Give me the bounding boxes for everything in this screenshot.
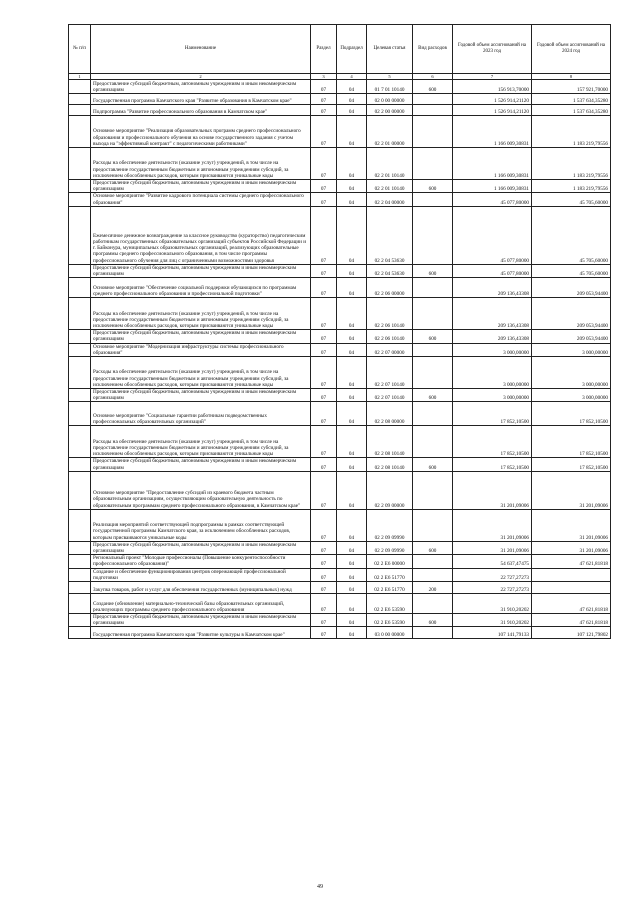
table-row [69, 298, 611, 330]
cell-razdel: 07 [311, 541, 337, 554]
cell-csr: 03 0 00 00000 [367, 627, 413, 639]
cell-razdel: 07 [311, 614, 337, 627]
cell-2023: 156 913,70000 [453, 80, 532, 94]
table-row [69, 614, 611, 627]
cell-podrazdel: 04 [337, 568, 367, 581]
cell-csr: 02 0 00 00000 [367, 94, 413, 105]
cell-csr: 02 2 04 00000 [367, 193, 413, 206]
cell-2023: 3 000,00000 [453, 389, 532, 402]
cell-2023: 17 852,10500 [453, 402, 532, 426]
cell-2024: 1 183 219,79556 [532, 148, 611, 180]
cell-vr [413, 509, 453, 541]
table-row [69, 541, 611, 554]
cell-podrazdel: 04 [337, 614, 367, 627]
col-number: 6 [413, 74, 453, 80]
header-podrazdel: Подраздел [337, 25, 367, 74]
cell-podrazdel: 04 [337, 426, 367, 458]
cell-vr: 600 [413, 614, 453, 627]
cell-csr: 02 2 00 00000 [367, 105, 413, 116]
cell-podrazdel: 04 [337, 80, 367, 94]
table-row [69, 180, 611, 193]
cell-num [69, 471, 91, 509]
cell-csr: 02 2 08 10140 [367, 426, 413, 458]
cell-name: Реализация мероприятий соответствующей подпрограммы в рамках соответствующей государственной программы Камчатского края, за исключением обособленных расходов, которым присваиваются уникальные коды [91, 509, 311, 541]
table-row [69, 582, 611, 594]
cell-podrazdel: 04 [337, 148, 367, 180]
table-row [69, 594, 611, 614]
cell-vr: 600 [413, 541, 453, 554]
cell-num [69, 594, 91, 614]
cell-2023: 17 852,10500 [453, 426, 532, 458]
cell-vr [413, 298, 453, 330]
cell-podrazdel: 04 [337, 471, 367, 509]
cell-razdel: 07 [311, 627, 337, 639]
table-row [69, 357, 611, 389]
cell-name: Создание (обновление) материально-технической базы образовательных организаций, реализующих программы среднего профессионального образования [91, 594, 311, 614]
table-row [69, 330, 611, 343]
cell-vr [413, 105, 453, 116]
cell-num [69, 541, 91, 554]
cell-podrazdel: 04 [337, 278, 367, 298]
cell-2024: 17 852,10500 [532, 426, 611, 458]
cell-podrazdel: 04 [337, 555, 367, 568]
cell-csr: 02 2 04 53630 [367, 264, 413, 277]
cell-razdel: 07 [311, 389, 337, 402]
table-row [69, 94, 611, 105]
cell-podrazdel: 04 [337, 105, 367, 116]
table-row [69, 80, 611, 94]
cell-num [69, 389, 91, 402]
table-row [69, 458, 611, 471]
cell-vr: 600 [413, 458, 453, 471]
table-row [69, 389, 611, 402]
cell-name: Предоставление субсидий бюджетным, автономным учреждениям и иным некоммерческим организациям [91, 614, 311, 627]
cell-vr [413, 426, 453, 458]
cell-csr: 02 2 E6 00000 [367, 555, 413, 568]
cell-vr [413, 193, 453, 206]
cell-podrazdel: 04 [337, 541, 367, 554]
cell-num [69, 264, 91, 277]
cell-csr: 02 2 09 00000 [367, 471, 413, 509]
header-2023: Годовой объем ассигнований на 2023 год [453, 25, 532, 74]
cell-name: Региональный проект "Молодые профессионалы (Повышение конкурентоспособности профессионального образования)" [91, 555, 311, 568]
table-row [69, 264, 611, 277]
table-row [69, 193, 611, 206]
cell-2023: 3 000,00000 [453, 343, 532, 356]
cell-2024: 45 705,60000 [532, 264, 611, 277]
cell-csr: 02 2 06 10140 [367, 330, 413, 343]
cell-razdel: 07 [311, 298, 337, 330]
cell-razdel: 07 [311, 148, 337, 180]
cell-num [69, 80, 91, 94]
cell-num [69, 458, 91, 471]
cell-csr: 02 2 04 53630 [367, 206, 413, 264]
cell-2024: 31 201,09006 [532, 471, 611, 509]
table-row [69, 426, 611, 458]
cell-name: Расходы на обеспечение деятельности (оказание услуг) учреждений, в том числе на предоставление государственным бюджетным и автономным учреждениям субсидий, за исключением обособленных расходов, которым присваиваются уникальные коды [91, 298, 311, 330]
cell-name: Государственная программа Камчатского края "Развитие культуры в Камчатском крае" [91, 627, 311, 639]
cell-num [69, 206, 91, 264]
col-number: 3 [311, 74, 337, 80]
cell-vr [413, 471, 453, 509]
cell-num [69, 116, 91, 148]
cell-2024: 3 000,00000 [532, 357, 611, 389]
cell-name: Создание и обеспечение функционирования центров опережающей профессиональной подготовки [91, 568, 311, 581]
col-number: 2 [91, 74, 311, 80]
cell-podrazdel: 04 [337, 389, 367, 402]
cell-vr [413, 278, 453, 298]
cell-name: Ежемесячное денежное вознаграждение за классное руководство (кураторство) педагогическим работникам государственных образовательных организаций субъектов Российской Федерации и г. Байконура, муниципальных образовательных организаций, реализующих образовательные программы среднего профессионального образования, в том числе программы профессионального обучения для лиц с ограниченными возможностями здоровья [91, 206, 311, 264]
cell-2023: 54 637,47475 [453, 555, 532, 568]
cell-2023: 209 136,43308 [453, 330, 532, 343]
cell-name: Предоставление субсидий бюджетным, автономным учреждениям и иным некоммерческим организациям [91, 264, 311, 277]
cell-2024: 31 201,09006 [532, 509, 611, 541]
cell-csr: 02 2 09 09990 [367, 509, 413, 541]
cell-2023: 31 910,20202 [453, 594, 532, 614]
cell-vr [413, 555, 453, 568]
cell-razdel: 07 [311, 105, 337, 116]
cell-2024: 157 921,70000 [532, 80, 611, 94]
cell-2023: 1 526 914,21120 [453, 105, 532, 116]
cell-name: Предоставление субсидий бюджетным, автономным учреждениям и иным некоммерческим организациям [91, 458, 311, 471]
cell-2024: 1 537 634,35280 [532, 94, 611, 105]
cell-razdel: 07 [311, 357, 337, 389]
table-row [69, 343, 611, 356]
cell-name: Предоставление субсидий бюджетным, автономным учреждениям и иным некоммерческим организациям [91, 180, 311, 193]
cell-vr [413, 206, 453, 264]
cell-name: Расходы на обеспечение деятельности (оказание услуг) учреждений, в том числе на предоставление государственным бюджетным и автономным учреждениям субсидий, за исключением обособленных расходов, которым присваиваются уникальные коды [91, 426, 311, 458]
cell-podrazdel: 04 [337, 357, 367, 389]
col-number: 4 [337, 74, 367, 80]
cell-podrazdel: 04 [337, 206, 367, 264]
cell-razdel: 07 [311, 594, 337, 614]
cell-razdel: 07 [311, 116, 337, 148]
budget-table-sheet [68, 24, 610, 639]
cell-csr: 02 2 E6 51770 [367, 568, 413, 581]
header-name: Наименование [91, 25, 311, 74]
cell-name: Государственная программа Камчатского края "Развитие образования в Камчатском крае" [91, 94, 311, 105]
header-vr: Вид расходов [413, 25, 453, 74]
cell-podrazdel: 04 [337, 264, 367, 277]
cell-csr: 02 2 09 09990 [367, 541, 413, 554]
col-number: 7 [453, 74, 532, 80]
cell-podrazdel: 04 [337, 402, 367, 426]
cell-2024 [532, 568, 611, 581]
cell-name: Закупка товаров, работ и услуг для обеспечения государственных (муниципальных) нужд [91, 582, 311, 594]
cell-2023: 31 910,20202 [453, 614, 532, 627]
cell-name: Основное мероприятие "Модернизация инфраструктуры системы профессионального образования" [91, 343, 311, 356]
table-row [69, 509, 611, 541]
cell-2024: 1 183 219,79556 [532, 116, 611, 148]
table-row [69, 568, 611, 581]
cell-razdel: 07 [311, 343, 337, 356]
cell-2023: 45 077,80000 [453, 264, 532, 277]
cell-razdel: 07 [311, 509, 337, 541]
header-razdel: Раздел [311, 25, 337, 74]
table-row [69, 555, 611, 568]
cell-vr: 600 [413, 180, 453, 193]
cell-num [69, 402, 91, 426]
cell-2023: 107 141,79133 [453, 627, 532, 639]
cell-razdel: 07 [311, 426, 337, 458]
cell-csr: 02 2 06 00000 [367, 278, 413, 298]
cell-razdel: 07 [311, 193, 337, 206]
cell-razdel: 07 [311, 264, 337, 277]
table-body [69, 80, 611, 639]
cell-2023: 209 136,43308 [453, 298, 532, 330]
table-row [69, 105, 611, 116]
cell-2024: 1 183 219,79556 [532, 180, 611, 193]
cell-name: Предоставление субсидий бюджетным, автономным учреждениям и иным некоммерческим организациям [91, 541, 311, 554]
cell-podrazdel: 04 [337, 582, 367, 594]
table-row [69, 471, 611, 509]
table-row [69, 116, 611, 148]
cell-name: Предоставление субсидий бюджетным, автономным учреждениям и иным некоммерческим организациям [91, 330, 311, 343]
cell-num [69, 343, 91, 356]
cell-podrazdel: 04 [337, 458, 367, 471]
table-header-row [69, 25, 611, 74]
cell-2024: 17 852,10500 [532, 402, 611, 426]
budget-table [68, 24, 611, 639]
cell-2023: 22 727,27273 [453, 568, 532, 581]
cell-podrazdel: 04 [337, 343, 367, 356]
cell-csr: 02 2 08 10140 [367, 458, 413, 471]
cell-name: Расходы на обеспечение деятельности (оказание услуг) учреждений, в том числе на предоставление государственным бюджетным и автономным учреждениям субсидий, за исключением обособленных расходов, которым присваиваются уникальные коды [91, 357, 311, 389]
cell-2023: 209 136,43308 [453, 278, 532, 298]
cell-name: Предоставление субсидий бюджетным, автономным учреждениям и иным некоммерческим организациям [91, 389, 311, 402]
col-number: 5 [367, 74, 413, 80]
cell-vr [413, 357, 453, 389]
cell-num [69, 193, 91, 206]
cell-vr [413, 94, 453, 105]
cell-2024: 47 621,81818 [532, 594, 611, 614]
header-2024: Годовой объем ассигнований на 2024 год [532, 25, 611, 74]
cell-vr [413, 116, 453, 148]
cell-csr: 02 2 08 00000 [367, 402, 413, 426]
cell-2024: 47 621,81818 [532, 614, 611, 627]
cell-vr: 200 [413, 582, 453, 594]
cell-razdel: 07 [311, 180, 337, 193]
col-number: 8 [532, 74, 611, 80]
cell-2023: 3 000,00000 [453, 357, 532, 389]
cell-2024: 47 621,81818 [532, 555, 611, 568]
header-csr: Целевая статья [367, 25, 413, 74]
cell-2023: 22 727,27273 [453, 582, 532, 594]
header-num: № п/п [69, 25, 91, 74]
cell-2024: 209 053,94400 [532, 298, 611, 330]
cell-2023: 31 201,09006 [453, 541, 532, 554]
table-row [69, 148, 611, 180]
cell-2024: 3 000,00000 [532, 343, 611, 356]
cell-csr: 02 2 E6 53590 [367, 594, 413, 614]
cell-csr: 02 2 07 00000 [367, 343, 413, 356]
cell-num [69, 330, 91, 343]
cell-name: Основное мероприятие "Предоставление субсидий из краевого бюджета частным образовательным организациям, осуществляющим образовательную деятельность по образовательным программам среднего профессионального образования, в Камчатском крае" [91, 471, 311, 509]
cell-num [69, 509, 91, 541]
cell-2024: 45 705,60000 [532, 193, 611, 206]
cell-2023: 1 166 009,30831 [453, 148, 532, 180]
cell-name: Основное мероприятие "Развитие кадрового потенциала системы среднего профессионального образования" [91, 193, 311, 206]
cell-csr: 02 2 01 00000 [367, 116, 413, 148]
cell-vr [413, 402, 453, 426]
cell-csr: 02 2 07 10140 [367, 389, 413, 402]
cell-2023: 1 166 009,30831 [453, 180, 532, 193]
cell-num [69, 426, 91, 458]
cell-razdel: 07 [311, 80, 337, 94]
cell-2024: 209 053,94400 [532, 330, 611, 343]
cell-podrazdel: 04 [337, 180, 367, 193]
cell-razdel: 07 [311, 568, 337, 581]
cell-razdel: 07 [311, 402, 337, 426]
cell-num [69, 627, 91, 639]
cell-2024: 17 852,10500 [532, 458, 611, 471]
cell-2024: 31 201,09006 [532, 541, 611, 554]
cell-vr [413, 343, 453, 356]
cell-razdel: 07 [311, 278, 337, 298]
cell-num [69, 105, 91, 116]
cell-podrazdel: 04 [337, 193, 367, 206]
cell-num [69, 582, 91, 594]
cell-csr: 02 2 01 10140 [367, 148, 413, 180]
cell-name: Основное мероприятие "Обеспечение социальной поддержки обучающихся по программам среднего профессионального образования и профессиональной подготовки" [91, 278, 311, 298]
table-row [69, 206, 611, 264]
cell-razdel: 07 [311, 582, 337, 594]
cell-vr: 600 [413, 330, 453, 343]
cell-vr [413, 148, 453, 180]
cell-csr: 02 2 06 10140 [367, 298, 413, 330]
cell-2024: 209 053,94400 [532, 278, 611, 298]
cell-name: Предоставление субсидий бюджетным, автономным учреждениям и иным некоммерческим организациям [91, 80, 311, 94]
cell-2024: 1 537 634,35280 [532, 105, 611, 116]
cell-csr: 02 2 E6 51770 [367, 582, 413, 594]
cell-name: Основное мероприятие "Реализация образовательных программ среднего профессионального образования и профессионального обучения на основе государственного задания с учетом выхода на "эффективный контракт" с педагогическими работниками" [91, 116, 311, 148]
cell-csr: 02 2 E6 53590 [367, 614, 413, 627]
cell-podrazdel: 04 [337, 94, 367, 105]
cell-num [69, 614, 91, 627]
table-row [69, 278, 611, 298]
cell-num [69, 278, 91, 298]
cell-podrazdel: 04 [337, 298, 367, 330]
cell-2024 [532, 582, 611, 594]
cell-2023: 31 201,09006 [453, 509, 532, 541]
cell-vr: 600 [413, 264, 453, 277]
cell-csr: 01 7 01 10140 [367, 80, 413, 94]
cell-razdel: 07 [311, 206, 337, 264]
cell-name: Расходы на обеспечение деятельности (оказание услуг) учреждений, в том числе на предоставление государственным бюджетным и автономным учреждениям субсидий, за исключением обособленных расходов, которым присваиваются уникальные коды [91, 148, 311, 180]
cell-razdel: 07 [311, 94, 337, 105]
cell-2023: 31 201,09006 [453, 471, 532, 509]
cell-num [69, 357, 91, 389]
cell-num [69, 94, 91, 105]
cell-podrazdel: 04 [337, 594, 367, 614]
cell-vr [413, 627, 453, 639]
cell-2024: 107 121,79802 [532, 627, 611, 639]
cell-name: Подпрограмма "Развитие профессионального образования в Камчатском крае" [91, 105, 311, 116]
cell-csr: 02 2 07 10140 [367, 357, 413, 389]
cell-num [69, 568, 91, 581]
cell-2023: 1 526 914,21120 [453, 94, 532, 105]
cell-vr [413, 594, 453, 614]
cell-num [69, 148, 91, 180]
cell-2024: 45 705,60000 [532, 206, 611, 264]
cell-vr [413, 568, 453, 581]
cell-vr: 600 [413, 389, 453, 402]
cell-csr: 02 2 01 10140 [367, 180, 413, 193]
cell-num [69, 298, 91, 330]
cell-2023: 17 852,10500 [453, 458, 532, 471]
table-row [69, 402, 611, 426]
cell-podrazdel: 04 [337, 330, 367, 343]
cell-podrazdel: 04 [337, 509, 367, 541]
cell-podrazdel: 04 [337, 116, 367, 148]
page-number: 49 [317, 884, 323, 890]
cell-razdel: 07 [311, 458, 337, 471]
cell-2023: 45 077,80000 [453, 193, 532, 206]
col-number: 1 [69, 74, 91, 80]
cell-num [69, 555, 91, 568]
cell-num [69, 180, 91, 193]
cell-razdel: 07 [311, 330, 337, 343]
cell-2023: 45 077,80000 [453, 206, 532, 264]
cell-name: Основное мероприятие "Социальные гарантии работникам подведомственных профессиональных образовательных организаций" [91, 402, 311, 426]
cell-razdel: 07 [311, 471, 337, 509]
cell-podrazdel: 04 [337, 627, 367, 639]
cell-2024: 3 000,00000 [532, 389, 611, 402]
cell-vr: 600 [413, 80, 453, 94]
cell-razdel: 07 [311, 555, 337, 568]
cell-2023: 1 166 009,30831 [453, 116, 532, 148]
table-row [69, 627, 611, 639]
